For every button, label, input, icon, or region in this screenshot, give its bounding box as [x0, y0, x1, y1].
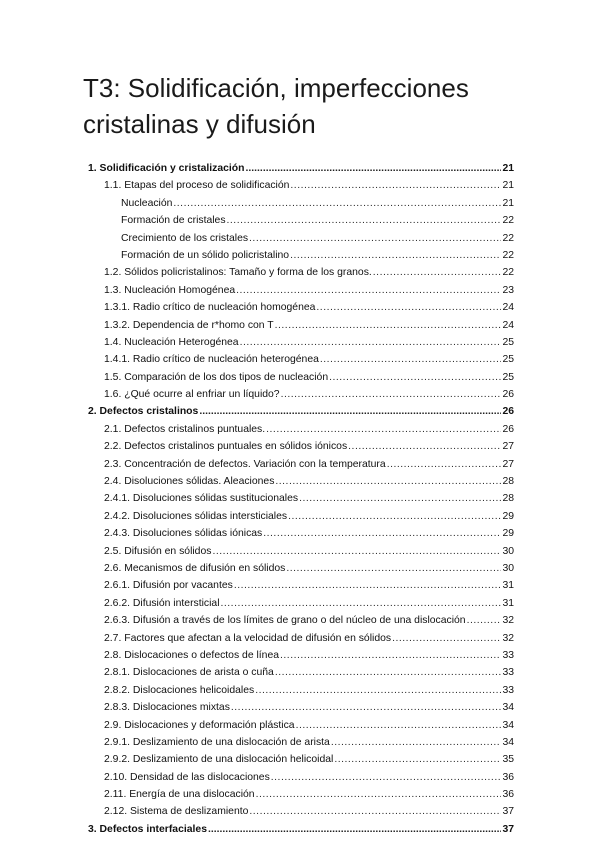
toc-entry[interactable]: [88, 525, 514, 542]
toc-entry-label: 1.3.1. Radio crítico de nucleación homogénea: [104, 302, 316, 314]
toc-page-number: 26: [502, 423, 514, 435]
toc-entry-label: 2.8. Dislocaciones o defectos de línea: [104, 649, 280, 661]
toc-entry[interactable]: [88, 247, 514, 264]
toc-dot-leader: [199, 403, 501, 420]
toc-page-number: 21: [502, 197, 514, 209]
toc-entry[interactable]: [88, 282, 514, 299]
toc-entry-label: 2. Defectos cristalinos: [88, 406, 199, 418]
toc-entry[interactable]: [88, 664, 514, 681]
toc-dot-leader: [236, 282, 501, 299]
toc-dot-leader: [286, 560, 501, 577]
toc-page-number: 22: [502, 232, 514, 244]
toc-entry-label: 2.7. Factores que afectan a la velocidad de difusión en sólidos: [104, 632, 392, 644]
toc-entry-label: Crecimiento de los cristales: [121, 232, 249, 244]
toc-entry[interactable]: [88, 682, 514, 699]
toc-entry[interactable]: [88, 317, 514, 334]
toc-page-number: 26: [502, 406, 514, 418]
toc-entry-label: 2.4.3. Disoluciones sólidas iónicas: [104, 528, 263, 540]
toc-page-number: 36: [502, 789, 514, 801]
toc-entry-label: 2.10. Densidad de las dislocaciones: [104, 771, 270, 783]
toc-entry-label: 1.3. Nucleación Homogénea: [104, 284, 236, 296]
toc-dot-leader: [316, 299, 501, 316]
toc-dot-leader: [256, 786, 502, 803]
table-of-contents: [88, 160, 514, 838]
toc-dot-leader: [387, 456, 502, 473]
toc-dot-leader: [467, 612, 502, 629]
toc-entry-label: 2.12. Sistema de deslizamiento: [104, 806, 249, 818]
toc-dot-leader: [299, 490, 501, 507]
toc-page-number: 28: [502, 476, 514, 488]
toc-dot-leader: [208, 821, 501, 838]
toc-entry-label: 2.2. Defectos cristalinos puntuales en sólidos iónicos: [104, 441, 348, 453]
toc-dot-leader: [329, 369, 501, 386]
toc-dot-leader: [173, 195, 501, 212]
toc-page-number: 25: [502, 336, 514, 348]
toc-entry-label: 2.8.2. Dislocaciones helicoidales: [104, 684, 255, 696]
toc-entry[interactable]: [88, 699, 514, 716]
toc-dot-leader: [275, 664, 502, 681]
toc-entry[interactable]: [88, 212, 514, 229]
toc-dot-leader: [234, 577, 502, 594]
toc-entry[interactable]: [88, 508, 514, 525]
toc-entry-label: 2.3. Concentración de defectos. Variación con la temperatura: [104, 458, 386, 470]
toc-dot-leader: [271, 769, 502, 786]
toc-dot-leader: [290, 247, 501, 264]
toc-page-number: 27: [502, 441, 514, 453]
toc-page-number: 30: [502, 562, 514, 574]
toc-page-number: 26: [502, 389, 514, 401]
toc-entry-label: 2.4.2. Disoluciones sólidas intersticiales: [104, 510, 288, 522]
toc-entry-label: 1. Solidificación y cristalización: [88, 163, 245, 174]
toc-dot-leader: [280, 647, 501, 664]
toc-dot-leader: [290, 177, 501, 194]
toc-entry-label: 2.4. Disoluciones sólidas. Aleaciones: [104, 476, 275, 488]
page-title: [83, 70, 523, 142]
toc-dot-leader: [331, 734, 502, 751]
toc-entry-label: 2.8.1. Dislocaciones de arista o cuña: [104, 667, 274, 679]
toc-dot-leader: [246, 160, 502, 177]
toc-page-number: 36: [502, 771, 514, 783]
toc-page-number: 33: [502, 667, 514, 679]
toc-page-number: 33: [502, 684, 514, 696]
toc-entry-label: 1.4.1. Radio crítico de nucleación heterogénea: [104, 354, 319, 366]
toc-page-number: 29: [502, 528, 514, 540]
toc-entry-label: 2.6.1. Difusión por vacantes: [104, 580, 233, 592]
toc-dot-leader: [281, 386, 502, 403]
toc-entry-label: 2.6. Mecanismos de difusión en sólidos: [104, 562, 286, 574]
toc-dot-leader: [334, 751, 501, 768]
toc-entry-label: Formación de un sólido policristalino: [121, 249, 290, 261]
toc-entry[interactable]: [88, 612, 514, 629]
toc-entry[interactable]: [88, 734, 514, 751]
toc-page-number: 31: [502, 580, 514, 592]
toc-dot-leader: [320, 351, 502, 368]
toc-dot-leader: [275, 473, 501, 490]
toc-entry[interactable]: [88, 177, 514, 194]
toc-entry[interactable]: [88, 543, 514, 560]
toc-entry[interactable]: [88, 595, 514, 612]
toc-page-number: 32: [502, 632, 514, 644]
toc-dot-leader: [231, 699, 502, 716]
toc-section-entry[interactable]: [88, 821, 514, 838]
toc-page-number: 33: [502, 649, 514, 661]
toc-entry[interactable]: [88, 751, 514, 768]
toc-page-number: 32: [502, 615, 514, 627]
toc-page-number: 22: [502, 249, 514, 261]
toc-page-number: 21: [502, 163, 514, 174]
toc-page-number: 24: [502, 302, 514, 314]
toc-dot-leader: [288, 508, 501, 525]
toc-entry-label: 2.8.3. Dislocaciones mixtas: [104, 702, 230, 714]
toc-entry[interactable]: [88, 769, 514, 786]
toc-entry[interactable]: [88, 456, 514, 473]
toc-entry-label: 2.6.2. Difusión intersticial: [104, 597, 220, 609]
toc-dot-leader: [249, 803, 501, 820]
toc-section-entry[interactable]: [88, 160, 514, 177]
toc-entry[interactable]: [88, 421, 514, 438]
toc-page-number: 25: [502, 354, 514, 366]
toc-page-number: 29: [502, 510, 514, 522]
toc-entry-label: Nucleación: [121, 197, 173, 209]
toc-page-number: 27: [502, 458, 514, 470]
toc-dot-leader: [227, 212, 502, 229]
toc-entry-label: 2.6.3. Difusión a través de los límites de grano o del núcleo de una dislocación: [104, 615, 466, 627]
toc-page-number: 34: [502, 736, 514, 748]
toc-entry-label: 2.1. Defectos cristalinos puntuales.: [104, 423, 266, 435]
toc-page-number: 37: [502, 806, 514, 818]
title-line-2: cristalinas y difusión: [83, 109, 316, 139]
toc-dot-leader: [249, 230, 501, 247]
toc-entry[interactable]: [88, 630, 514, 647]
toc-entry-label: 2.5. Difusión en sólidos: [104, 545, 212, 557]
toc-entry-label: 2.9.2. Deslizamiento de una dislocación helicoidal: [104, 754, 334, 766]
toc-entry-label: 1.3.2. Dependencia de r*homo con T: [104, 319, 274, 331]
toc-entry[interactable]: [88, 560, 514, 577]
toc-page-number: 23: [502, 284, 514, 296]
toc-dot-leader: [266, 421, 501, 438]
toc-dot-leader: [275, 317, 502, 334]
toc-dot-leader: [392, 630, 501, 647]
toc-page-number: 30: [502, 545, 514, 557]
toc-dot-leader: [263, 525, 501, 542]
toc-entry[interactable]: [88, 473, 514, 490]
toc-entry-label: 1.4. Nucleación Heterogénea: [104, 336, 239, 348]
toc-page-number: 28: [502, 493, 514, 505]
toc-entry[interactable]: [88, 577, 514, 594]
toc-dot-leader: [240, 334, 502, 351]
toc-entry-label: 2.9.1. Deslizamiento de una dislocación de arista: [104, 736, 330, 748]
toc-entry[interactable]: [88, 299, 514, 316]
toc-entry[interactable]: [88, 786, 514, 803]
toc-section-entry[interactable]: [88, 403, 514, 420]
toc-entry[interactable]: [88, 717, 514, 734]
toc-entry-label: 1.5. Comparación de los dos tipos de nucleación: [104, 371, 329, 383]
toc-dot-leader: [212, 543, 501, 560]
toc-dot-leader: [373, 264, 502, 281]
toc-entry[interactable]: [88, 351, 514, 368]
toc-entry[interactable]: [88, 264, 514, 281]
toc-entry[interactable]: [88, 490, 514, 507]
toc-page-number: 35: [502, 754, 514, 766]
toc-entry-label: 1.1. Etapas del proceso de solidificación: [104, 180, 290, 192]
toc-entry[interactable]: [88, 230, 514, 247]
toc-entry-label: 1.2. Sólidos policristalinos: Tamaño y forma de los granos.: [104, 267, 372, 279]
toc-dot-leader: [348, 438, 501, 455]
toc-entry[interactable]: [88, 803, 514, 820]
toc-dot-leader: [296, 717, 502, 734]
toc-entry[interactable]: [88, 334, 514, 351]
toc-entry-label: 2.11. Energía de una dislocación: [104, 789, 255, 801]
toc-page-number: 25: [502, 371, 514, 383]
toc-entry[interactable]: [88, 195, 514, 212]
toc-page-number: 24: [502, 319, 514, 331]
toc-page-number: 21: [502, 180, 514, 192]
toc-page-number: 34: [502, 702, 514, 714]
toc-entry-label: Formación de cristales: [121, 215, 226, 227]
toc-dot-leader: [221, 595, 502, 612]
toc-entry[interactable]: [88, 647, 514, 664]
toc-entry-label: 2.9. Dislocaciones y deformación plástica: [104, 719, 295, 731]
toc-page-number: 22: [502, 215, 514, 227]
toc-dot-leader: [255, 682, 501, 699]
toc-page-number: 34: [502, 719, 514, 731]
toc-page-number: 22: [502, 267, 514, 279]
toc-page-number: 31: [502, 597, 514, 609]
toc-entry-label: 2.4.1. Disoluciones sólidas sustitucionales: [104, 493, 299, 505]
toc-page-number: 37: [502, 823, 514, 835]
toc-entry[interactable]: [88, 369, 514, 386]
toc-entry[interactable]: [88, 438, 514, 455]
toc-entry[interactable]: [88, 386, 514, 403]
toc-entry-label: 3. Defectos interfaciales: [88, 823, 207, 835]
title-line-1: T3: Solidificación, imperfecciones: [83, 73, 469, 103]
toc-entry-label: 1.6. ¿Qué ocurre al enfriar un líquido?: [104, 389, 280, 401]
